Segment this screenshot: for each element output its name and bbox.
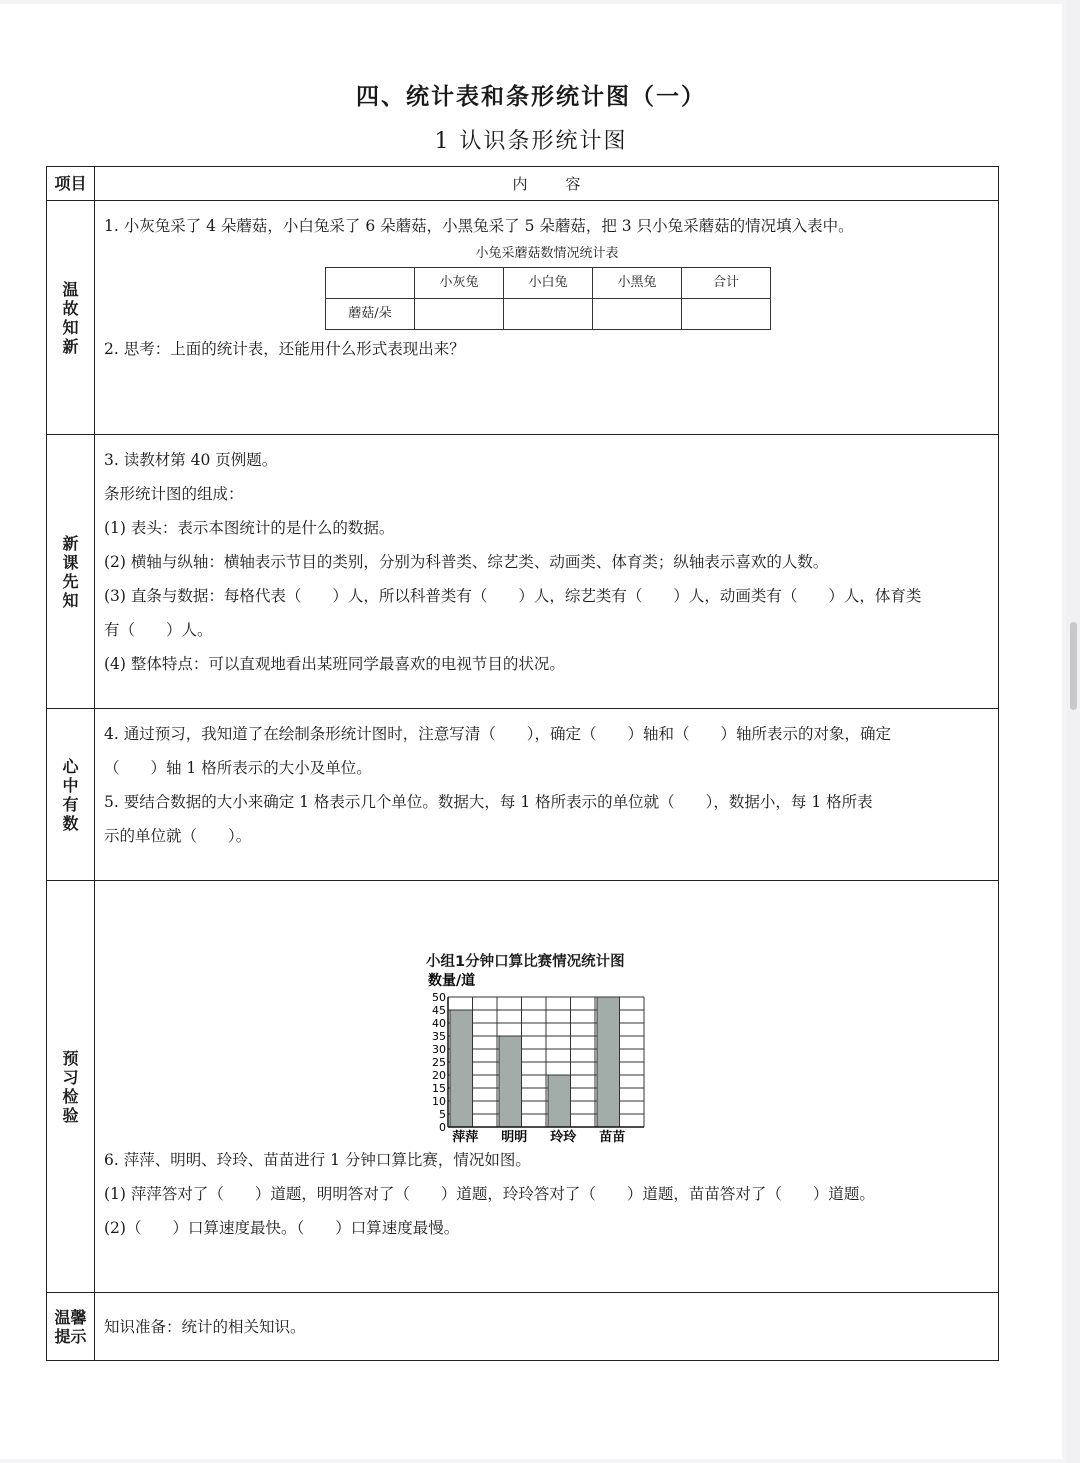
preview-line: (1) 萍萍答对了（ ）道题，明明答对了（ ）道题，玲玲答对了（ ）道题，苗苗答对了（ ）道题。 bbox=[104, 1185, 875, 1203]
section-tip bbox=[47, 1293, 999, 1361]
bar bbox=[499, 1036, 522, 1127]
y-tick-label: 35 bbox=[432, 1030, 446, 1043]
x-category-label: 苗苗 bbox=[599, 1130, 626, 1143]
x-category-label: 明明 bbox=[501, 1130, 528, 1143]
rabbit-cell-black[interactable] bbox=[593, 299, 682, 330]
y-tick-label: 30 bbox=[432, 1043, 446, 1056]
preview-line: (2)（ ）口算速度最快。（ ）口算速度最慢。 bbox=[104, 1219, 460, 1237]
label-preview: 预习检验 bbox=[47, 881, 95, 1293]
page-subtitle: 1 认识条形统计图 bbox=[434, 129, 628, 154]
y-tick-label: 40 bbox=[432, 1017, 446, 1030]
y-tick-label: 45 bbox=[432, 1004, 446, 1017]
y-tick-label: 15 bbox=[432, 1082, 446, 1095]
rabbit-cell-gray[interactable] bbox=[415, 299, 504, 330]
rabbit-mushroom-table bbox=[325, 267, 771, 330]
scrollbar-thumb[interactable] bbox=[1070, 622, 1077, 710]
newlesson-content bbox=[95, 435, 999, 709]
worksheet-table bbox=[46, 166, 999, 1361]
newlesson-line: (1) 表头：表示本图统计的是什么的数据。 bbox=[104, 519, 395, 537]
mind-content bbox=[95, 709, 999, 881]
preview-content bbox=[95, 881, 999, 1293]
preview-line: 6. 萍萍、明明、玲玲、苗苗进行 1 分钟口算比赛，情况如图。 bbox=[104, 1151, 531, 1169]
label-mind: 心中有数 bbox=[47, 709, 95, 881]
x-category-label: 萍萍 bbox=[452, 1130, 479, 1143]
tip-content bbox=[95, 1293, 999, 1361]
newlesson-line: 有（ ）人。 bbox=[104, 621, 213, 639]
x-category-label: 玲玲 bbox=[550, 1130, 577, 1143]
rabbit-header-0 bbox=[326, 268, 415, 299]
y-axis-label: 数量/道 bbox=[428, 973, 476, 989]
header-content: 内容 bbox=[95, 167, 999, 201]
section-review bbox=[47, 201, 999, 435]
newlesson-line: (4) 整体特点：可以直观地看出某班同学最喜欢的电视节目的状况。 bbox=[104, 655, 565, 673]
label-newlesson: 新课先知 bbox=[47, 435, 95, 709]
question-1: 1. 小灰兔采了 4 朵蘑菇，小白兔采了 6 朵蘑菇，小黑兔采了 5 朵蘑菇，把 3 只小兔采蘑菇的情况填入表中。 bbox=[104, 217, 854, 235]
rabbit-cell-total[interactable] bbox=[682, 299, 771, 330]
y-tick-label: 25 bbox=[432, 1056, 446, 1069]
question-2: 2. 思考：上面的统计表，还能用什么形式表现出来？ bbox=[104, 340, 465, 358]
bar bbox=[450, 1010, 473, 1127]
y-tick-label: 5 bbox=[439, 1108, 446, 1121]
mind-line: 示的单位就（ ）。 bbox=[104, 827, 252, 845]
section-mind bbox=[47, 709, 999, 881]
mind-line: 5. 要结合数据的大小来确定 1 格表示几个单位。数据大，每 1 格所表示的单位就（ ），数据小，每 1 格所表 bbox=[104, 793, 873, 811]
rabbit-header-3: 小黑兔 bbox=[593, 268, 682, 299]
page-title: 四、统计表和条形统计图（一） bbox=[356, 83, 706, 110]
rabbit-header-1: 小灰兔 bbox=[415, 268, 504, 299]
section-newlesson bbox=[47, 435, 999, 709]
review-content bbox=[95, 201, 999, 435]
tip-text: 知识准备：统计的相关知识。 bbox=[104, 1317, 306, 1336]
newlesson-line: 3. 读教材第 40 页例题。 bbox=[104, 451, 278, 469]
rabbit-header-2: 小白兔 bbox=[504, 268, 593, 299]
y-tick-label: 10 bbox=[432, 1095, 446, 1108]
bar-chart bbox=[420, 971, 660, 1143]
mind-line: 4. 通过预习，我知道了在绘制条形统计图时，注意写清（ ），确定（ ）轴和（ ）轴所表示的对象，确定 bbox=[104, 725, 891, 743]
scrollbar[interactable] bbox=[1066, 0, 1080, 1463]
bar bbox=[597, 997, 620, 1127]
newlesson-line: (3) 直条与数据：每格代表（ ）人，所以科普类有（ ）人，综艺类有（ ）人，动画类有（ ）人，体育类 bbox=[104, 587, 922, 605]
document-page bbox=[0, 4, 1062, 1459]
y-tick-label: 0 bbox=[439, 1121, 446, 1134]
label-tip: 温馨 提示 bbox=[47, 1293, 95, 1361]
y-tick-label: 50 bbox=[432, 991, 446, 1004]
y-tick-label: 20 bbox=[432, 1069, 446, 1082]
mind-line: （ ）轴 1 格所表示的大小及单位。 bbox=[104, 759, 372, 777]
rabbit-row-label: 蘑菇/朵 bbox=[326, 299, 415, 330]
bar bbox=[548, 1075, 571, 1127]
rabbit-table-caption: 小兔采蘑菇数情况统计表 bbox=[475, 246, 619, 261]
chart-title: 小组1分钟口算比赛情况统计图 bbox=[426, 954, 625, 970]
rabbit-header-4: 合计 bbox=[682, 268, 771, 299]
table-header-row bbox=[47, 167, 999, 201]
header-item: 项目 bbox=[47, 167, 95, 201]
rabbit-cell-white[interactable] bbox=[504, 299, 593, 330]
newlesson-line: 条形统计图的组成： bbox=[104, 485, 244, 503]
newlesson-line: (2) 横轴与纵轴：横轴表示节目的类别，分别为科普类、综艺类、动画类、体育类；纵轴表示喜欢的人数。 bbox=[104, 553, 829, 571]
label-review: 温故知新 bbox=[47, 201, 95, 435]
section-preview bbox=[47, 881, 999, 1293]
chart-area bbox=[95, 881, 998, 1143]
